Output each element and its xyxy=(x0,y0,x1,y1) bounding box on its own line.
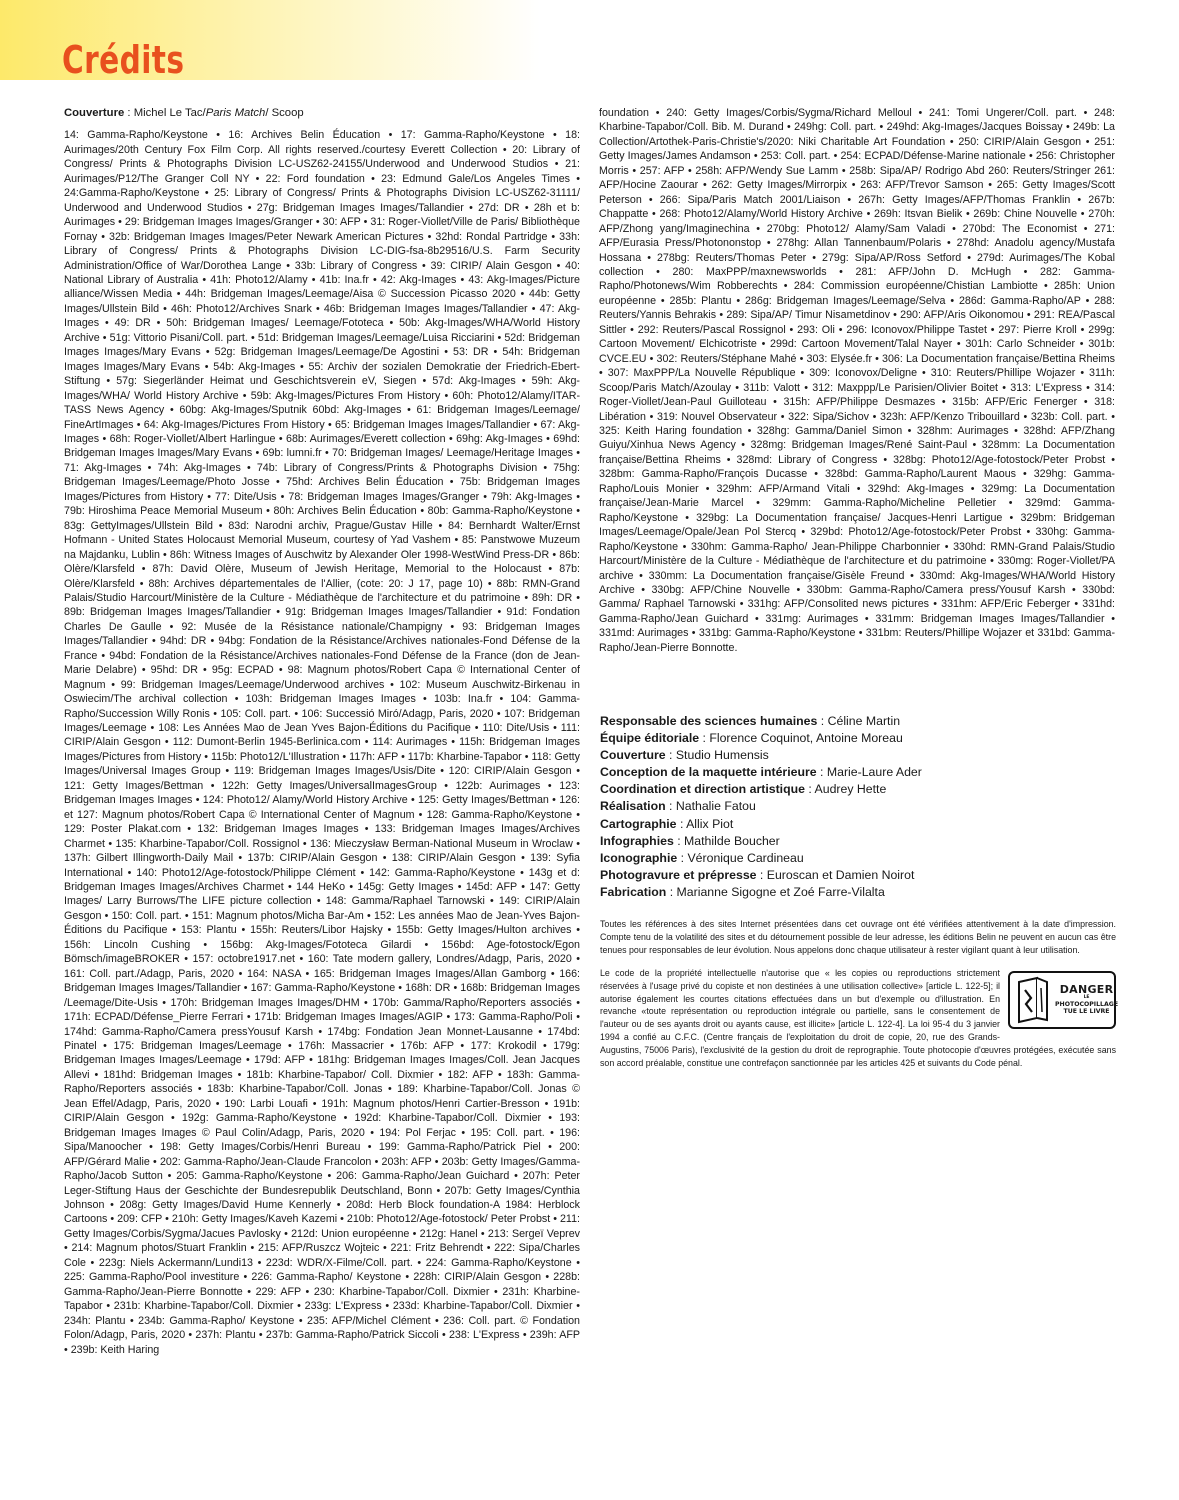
legal-notice xyxy=(600,918,1119,1080)
torn-book-icon xyxy=(1015,976,1051,1024)
staff-name: Euroscan et Damien Noirot xyxy=(766,867,915,882)
staff-role: Conception de la maquette intérieure xyxy=(600,765,817,780)
staff-name: Marie-Laure Ader xyxy=(826,765,922,780)
staff-row: Photogravure et prépresse : Euroscan et Damien Noirot xyxy=(600,867,915,882)
photocopillage-logo: DANGER LE PHOTOCOPILLAGE TUE LE LIVRE xyxy=(1008,971,1116,1029)
staff-role: Réalisation xyxy=(600,799,666,814)
staff-role: Fabrication xyxy=(600,884,667,899)
cover-credit-text: Michel Le Tac/ xyxy=(133,107,206,119)
web-references-notice: Toutes les références à des sites Internet présentées dans cet ouvrage ont été vérifiées attentivement à la date d'impression. Compte tenu de la volatilité des sites et du détournement possible de leur adresse, les éditions Belin ne peuvent en aucun cas être tenues pour responsables de leur évolution. Nous appelons donc chaque utilisateur à rester vigilant quant à leur utilisation. xyxy=(600,919,1116,955)
cover-label: Couverture xyxy=(64,107,125,119)
staff-role: Équipe éditoriale xyxy=(600,731,700,746)
staff-role: Coordination et direction artistique xyxy=(600,782,805,797)
staff-role: Iconographie xyxy=(600,850,678,865)
staff-name: Nathalie Fatou xyxy=(675,799,756,814)
staff-name: Florence Coquinot, Antoine Moreau xyxy=(709,731,903,746)
staff-role: Infographies xyxy=(600,833,674,848)
staff-row: Fabrication : Marianne Sigogne et Zoé Farre-Vilalta xyxy=(600,884,885,899)
page-title: Crédits xyxy=(62,38,185,82)
staff-name: Véronique Cardineau xyxy=(687,850,804,865)
staff-row: Réalisation : Nathalie Fatou xyxy=(600,799,756,814)
staff-row: Infographies : Mathilde Boucher xyxy=(600,833,780,848)
staff-role: Cartographie xyxy=(600,816,677,831)
copyright-notice: Le code de la propriété intellectuelle n'autorise que « les copies ou reproductions strictement réservées à l'usage privé du copiste et non destinées à une utilisation collective» [article L. 122-5]; il autorise également les courtes citations effectuées dans un but d'exemple ou d'illustration. En revanche «toute représentation ou reproduction intégrale ou partielle, sans le consentement de l'auteur ou de ses ayants droit ou ayants cause, est illicite» [article L. 122-4]. La loi 95-4 du 3 janvier 1994 a confié au C.F.C. (Centre français de l'exploitation du droit de copie, 20, rue des Grands-Augustins, 75006 Paris), l'exclusivité de la gestion du droit de reprographie. Toute photocopie d'œuvres protégées, exécutée sans son accord préalable, constitue une contrefaçon sanctionnée par les articles 425 et suivants du Code pénal. xyxy=(600,967,1116,1069)
staff-row: Couverture : Studio Humensis xyxy=(600,748,769,763)
staff-name: Céline Martin xyxy=(827,714,901,728)
staff-name: Studio Humensis xyxy=(675,748,769,763)
staff-row: Responsable des sciences humaines : Céline Martin xyxy=(600,714,901,728)
staff-row: Coordination et direction artistique : Audrey Hette xyxy=(600,782,887,797)
staff-name: Mathilde Boucher xyxy=(684,833,780,848)
danger-word: DANGER xyxy=(1059,982,1114,996)
staff-row: Conception de la maquette intérieure : Marie-Laure Ader xyxy=(600,765,922,780)
cover-credit: Couverture : Michel Le Tac/Paris Match/ Scoop xyxy=(64,107,304,119)
credits-list-left: 14: Gamma-Rapho/Keystone • 16: Archives Belin Éducation • 17: Gamma-Rapho/Keystone • 18: Aurimages/20th Century Fox Film Corp. All rights reserved./courtesy Everett Collection • 20: Library of Congress/ Prints & Photographs Division LC-USZ62-24155/Underwood and Underwood Studios • 21: Aurimages/P12/The Granger Coll NY • 22: Ford foundation • 23: Edmund Gale/Los Angeles Times • 24:Gamma-Rapho/Keystone • 25: Library of Congress/ Prints & Photographs Division LC-USZ62-31111/ Underwood and Underwood Studios • 27g: Bridgeman Images Images/Tallandier • 27d: DR • 28h et b: Aurimages • 29: Bridgeman Images Images/Granger • 30: AFP • 31: Roger-Viollet/Ville de Paris/ Bibliothèque Fornay • 32b: Bridgeman Images Images/Peter Newark American Pictures • 32hd: Rondal Partridge • 33h: Library of Congress/ Prints & Photographs Division LC-DIG-fsa-8b29516/U.S. Farm Security Administration/Office of War/Dorothea Lange • 33b: Library of Congress • 39: CIRIP/ Alain Gesgon • 40: National Library of Australia • 41h: Photo12/Alamy • 41b: Ina.fr • 42: Akg-Images • 43: Akg-Images/Picture alliance/Wissen Media • 44h: Bridgeman Images/Leemage/Aisa © Succession Picasso 2020 • 44b: Getty Images/Ullstein Bild • 46h: Photo12/Archives Snark • 46b: Bridgeman Images Images/Tallandier • 47: Akg-Images • 49: DR • 50h: Bridgeman Images/ Leemage/Fototeca • 50b: Akg-Images/WHA/World History Archive • 51g: Vittorio Pisani/Coll. part. • 51d: Bridgeman Images/Leemage/Luisa Ricciarini • 52d: Bridgeman Images Images/Mary Evans • 52g: Bridgeman Images/Leemage/De Agostini • 53: DR • 54h: Bridgeman Images Images/Mary Evans • 54b: Akg-Images • 55: Archiv der sozialen Demokratie der Friedrich-Ebert-Stiftung • 57g: Siegerländer Heimat und Geschichtsverein eV, Siegen • 57d: Akg-Images • 59h: Akg-Images/WHA/ World History Archive • 59b: Akg-Images/Pictures From History • 60h: Photo12/Alamy/ITAR-TASS News Agency • 60bg: Akg-Images/Sputnik 60bd: Akg-Images • 61: Bridgeman Images/Leemage/ FineArtImages • 64: Akg-Images/Pictures From History • 65: Bridgeman Images Images/Tallandier • 67: Akg-Images • 68h: Roger-Viollet/Albert Harlingue • 68b: Aurimages/Everett collection • 69hg: Akg-Images • 69hd: Bridgeman Images Images/Mary Evans • 69b: lumni.fr • 70: Bridgeman Images/ Leemage/Heritage Images • 71: Akg-Images • 74h: Akg-Images • 74b: Library of Congress/Prints & Photographs Division • 75hg: Bridgeman Images/Leemage/Photo Josse • 75hd: Archives Belin Éducation • 75b: Bridgeman Images Images/Pictures from History • 77: Dite/Usis • 78: Bridgeman Images Images/Granger • 79h: Akg-Images • 79b: Hiroshima Peace Memorial Museum • 80h: Archives Belin Éducation • 80b: Gamma-Rapho/Keystone • 83g: GettyImages/Ullstein Bild • 83d: Narodni archiv, Prague/Gustav Hille • 84: Bernhardt Walter/Ernst Hofmann - United States Holocaust Memorial Museum, courtesy of Yad Vashem • 85: Panstwowe Muzeum na Majdanku, Lublin • 86h: Witness Images of Auschwitz by Alexander Oler 1998-WestWind Press-DR • 86b: Olère/Klarsfeld • 87h: David Olère, Museum of Jewish Heritage, Memorial to the Holocaust • 87b: Olère/Klarsfeld • 88h: Archives départementales de l'Allier, (cote: 20: J 17, page 10) • 88b: RMN-Grand Palais/Studio Harcourt/Ministère de la Culture - Médiathèque de l'architecture et du patrimoine • 89h: DR • 89b: Bridgeman Images Images/Tallandier • 91g: Bridgeman Images Images/Tallandier • 91d: Fondation Charles De Gaulle • 92: Musée de la Résistance nationale/Champigny • 93: Bridgeman Images Images/Tallandier • 94hd: DR • 94bg: Fondation de la Résistance/Archives nationales-Fond Défense de la France • 94bd: Fondation de la Résistance/Archives nationales-Fond Défense de la France (don de Jean-Marie Delabre) • 95hd: DR • 95g: ECPAD • 98: Magnum photos/Robert Capa © International Center of Magnum • 99: Bridgeman Images/Leemage/Underwood archives • 102: Museum Auschwitz-Birkenau in Oswiecim/The archival collection • 103h: Bridgeman Images Images • 103b: Ina.fr • 104: Gamma-Rapho/Succession Willy Ronis • 105: Coll. part. • 106: Successió Miró/Adagp, Paris, 2020 • 107: Bridgeman Images/Leemage • 108: Les Années Mao de Jean Yves Bajon-Éditions du Pacifique • 110: Dite/Usis • 111: CIRIP/Alain Gesgon • 112: Dumont-Berlin 1945-Berlinica.com • 114: Aurimages • 115h: Bridgeman Images Images/Pictures from History • 115b: Photo12/L'Illustration • 117h: AFP • 117b: Kharbine-Tapabor • 118: Getty Images/Universal Images Group • 119: Bridgeman Images Images/Usis/Dite • 120: CIRIP/Alain Gesgon • 121: Getty Images/Bettman • 122h: Getty Images/UniversalImagesGroup • 122b: Aurimages • 123: Bridgeman Images Images • 124: Photo12/ Alamy/World History Archive • 125: Getty Images/Bettman • 126: et 127: Magnum photos/Robert Capa © International Center of Magnum • 128: Gamma-Rapho/Keystone • 129: Poster Plakat.com • 132: Bridgeman Images Images • 133: Bridgeman Images Images/Archives Charmet • 135: Kharbine-Tapabor/Coll. Rossignol • 136: Mieczysław Berman-National Museum in Wroclaw • 137h: Gilbert Illingworth-Daily Mail • 137b: CIRIP/Alain Gesgon • 138: CIRIP/Alain Gesgon • 139: Syfia International • 140: Photo12/Age-fotostock/Philippe Clément • 142: Gamma-Rapho/Keystone • 143g et d: Bridgeman Images Images/Archives Charmet • 144 HeKo • 145g: Getty Images • 145d: AFP • 147: Getty Images/ Larry Burrows/The LIFE picture collection • 148: Gamma/Raphael Tarnowski • 149: CIRIP/Alain Gesgon • 150: Coll. part. • 151: Magnum photos/Micha Bar-Am • 152: Les années Mao de Jean-Yves Bajon-Éditions du Pacifique • 153: Plantu • 155h: Reuters/Libor Hajsky • 155b: Getty Images/Hulton archives • 156h: Lincoln Cushing • 156bg: Akg-Images/Fototeca Gilardi • 156bd: Age-fotostock/Egon Bömsch/imageBROKER • 157: octobre1917.net • 160: Tate modern gallery, Londres/Adagp, Paris, 2020 • 161: Coll. part./Adagp, Paris, 2020 • 164: NASA • 165: Bridgeman Images Images/Allan Gamborg • 166: Bridgeman Images Images/Tallandier • 167: Gamma-Rapho/Keystone • 168h: DR • 168b: Bridgeman Images /Leemage/Dite-Usis • 170h: Bridgeman Images Images/DHM • 170b: Gamma/Rapho/Reporters associés • 171h: ECPAD/Défense_Pierre Ferrari • 171b: Bridgeman Images Images/AGIP • 173: Gamma-Rapho/Poli • 174hd: Gamma-Rapho/Camera pressYousuf Karsh • 174bg: Fondation Jean Monnet-Lausanne • 174bd: Pinatel • 175: Bridgeman Images/Leemage • 176h: Massacrier • 176b: AFP • 177: Krokodil • 179g: Bridgeman Images Images/Leemage • 179d: AFP • 181hg: Bridgeman Images Images/Coll. Jean Jacques Allevi • 181hd: Bridgeman Images • 181b: Kharbine-Tapabor/ Coll. Dixmier • 182: AFP • 183h: Gamma-Rapho/Reporters associés • 183b: Kharbine-Tapabor/Coll. Jonas • 189: Kharbine-Tapabor/Coll. Jonas © Jean Effel/Adagp, Paris, 2020 • 190: Larbi Louafi • 191h: Magnum photos/Henri Cartier-Bresson • 191b: CIRIP/Alain Gesgon • 192g: Gamma-Rapho/Keystone • 192d: Kharbine-Tapabor/Coll. Dixmier • 193: Bridgeman Images Images © Paul Colin/Adagp, Paris, 2020 • 194: Pol Ferjac • 195: Coll. part. • 196: Sipa/Manoocher • 198: Getty Images/Corbis/Henri Bureau • 199: Gamma-Rapho/Patrick Piel • 200: AFP/Gérard Malie • 202: Gamma-Rapho/Jean-Claude Francolon • 203h: AFP • 203b: Getty Images/Gamma-Rapho/Jacob Sutton • 205: Gamma-Rapho/Keystone • 206: Gamma-Rapho/Jean Guichard • 207h: Peter Leger-Stiftung Haus der Geschichte der Bundesrepublik Deutschland, Bonn • 207b: Getty Images/Cynthia Johnson • 208g: Getty Images/David Hume Kennerly • 208d: Herb Block foundation-A 1984: Herblock Cartoons • 209: CFP • 210h: Getty Images/Kaveh Kazemi • 210b: Photo12/Age-fotostock/ Peter Probst • 211: Getty Images/Corbis/Sygma/Jacues Pavlosky • 212d: Union européenne • 212g: Hanel • 213: Sergeï Veprev • 214: Magnum photos/Stuart Franklin • 215: AFP/Ruszcz Wojteic • 221: Fritz Behrendt • 222: Sipa/Charles Cole • 223g: Niels Ackermann/Lundi13 • 223d: WDR/X-Filme/Coll. part. • 224: Gamma-Rapho/Keystone • 225: Gamma-Rapho/Pool investiture • 226: Gamma-Rapho/ Keystone • 228h: CIRIP/Alain Gesgon • 228b: Gamma-Rapho/Jean-Pierre Bonnotte • 229: AFP • 230: Kharbine-Tapabor/Coll. Dixmier • 231h: Kharbine-Tapabor • 231b: Kharbine-Tapabor/Coll. Dixmier • 233g: L'Express • 233d: Kharbine-Tapabor/Coll. Dixmier • 234h: Plantu • 234b: Gamma-Rapho/ Keystone • 235: AFP/Michel Clément • 236: Coll. part. © Fondation Folon/Adagp, Paris, 2020 • 237h: Plantu • 237b: Gamma-Rapho/Patrick Siccoli • 238: L'Express • 239h: AFP • 239b: Keith Haring xyxy=(64,129,580,1356)
staff-name: Audrey Hette xyxy=(814,782,887,797)
credits-column-right xyxy=(599,106,1115,655)
staff-row: Iconographie : Véronique Cardineau xyxy=(600,850,804,865)
staff-role: Photogravure et prépresse xyxy=(600,867,757,882)
credits-list-right: foundation • 240: Getty Images/Corbis/Sygma/Richard Melloul • 241: Tomi Ungerer/Coll. part. • 248: Kharbine-Tapabor/Coll. Bib. M. Durand • 249hg: Coll. part. • 249hd: Akg-Images/Jacques Boissay • 249b: La Collection/Artothek-Paris-Christie's/2020: Niki Charitable Art Foundation • 250: CIRIP/Alain Gesgon • 251: Getty Images/James Andamson • 253: Coll. part. • 254: ECPAD/Défense-Marine nationale • 256: Christopher Morris • 257: AFP • 258h: AFP/Wendy Sue Lamm • 258b: Sipa/AP/ Rodrigo Abd 260: Reuters/Stringer 261: AFP/Hocine Zaourar • 262: Getty Images/Mirrorpix • 263: AFP/Trevor Samson • 265: Getty Images/Scott Peterson • 266: Sipa/Paris Match 2001/Liaison • 267h: Getty Images/AFP/Thomas Franklin • 267b: Chappatte • 268: Photo12/Alamy/World History Archive • 269h: Itsvan Bielik • 269b: Chine Nouvelle • 270h: AFP/Zhong yang/Imaginechina • 270bg: Photo12/ Alamy/Sam Valadi • 270bd: The Economist • 271: AFP/Eurasia Press/Photononstop • 278hg: Allan Tannenbaum/Polaris • 278hd: Anadolu agency/Mustafa Hossana • 278bg: Reuters/Thomas Peter • 279g: Sipa/AP/Ross Setford • 279d: Aurimages/The Kobal collection • 280: MaxPPP/maxnewsworlds • 281: AFP/John D. McHugh • 282: Gamma-Rapho/Photonews/Wim Robberechts • 284: Commission européenne/Chistian Lambiotte • 285h: Union européenne • 285b: Plantu • 286g: Bridgeman Images/Leemage/Selva • 286d: Gamma-Rapho/AP • 288: Reuters/Yannis Behrakis • 289: Sipa/AP/ Timur Nisametdinov • 290: AFP/Aris Oikonomou • 291: REA/Pascal Sittler • 292: Reuters/Pascal Rossignol • 293: Oli • 296: Iconovox/Philippe Tastet • 297: Pierre Kroll • 299g: Cartoon Movement/ Elchicotriste • 299d: Cartoon Movement/Talal Nayer • 301h: Carlo Schneider • 301b: CVCE.EU • 302: Reuters/Stéphane Mahé • 303: Elysée.fr • 306: La Documentation française/Bettina Rheims • 307: MaxPPP/La Nouvelle République • 309: Iconovox/Deligne • 310: Reuters/Phillipe Wojazer • 311h: Scoop/Paris Match/Azoulay • 311b: Valott • 312: Maxppp/Le Parisien/Olivier Boitet • 313: L'Express • 314: Roger-Viollet/Jean-Paul Guilloteau • 315h: AFP/Philippe Desmazes • 315b: AFP/Eric Fenerger • 318: Libération • 319: Nouvel Observateur • 322: Sipa/Sichov • 323h: AFP/Kenzo Tribouillard • 323b: Coll. part. • 325: Keith Haring foundation • 328hg: Gamma/Daniel Simon • 328hm: Aurimages • 328hd: AFP/Zhang Guiyu/Xinhua News Agency • 328mg: Bridgeman Images/René Saint-Paul • 328mm: La Documentation française/Bettina Rheims • 328md: Library of Congress • 328bg: Photo12/Age-fotostock/Peter Probst • 328bm: Gamma-Rapho/François Ducasse • 328bd: Gamma-Rapho/Laurent Maous • 329hg: Gamma-Rapho/Louis Monier • 329hm: AFP/Armand Vitali • 329hd: Akg-Images • 329mg: La Documentation française/Jean-Marie Marcel • 329mm: Gamma-Rapho/Micheline Pelletier • 329md: Gamma-Rapho/Keystone • 329bg: La Documentation française/ Jacques-Henri Lartigue • 329bm: Bridgeman Images/Leemage/Opale/Jean Pol Stercq • 329bd: Photo12/Age-fotostock/Peter Probst • 330hg: Gamma-Rapho/Keystone • 330hm: Gamma-Rapho/ Jean-Philippe Charbonnier • 330hd: RMN-Grand Palais/Studio Harcourt/Ministère de la Culture - Médiathèque de l'architecture et du patrimoine • 330mg: Roger-Viollet/PA archive • 330mm: La Documentation française/Gisèle Freund • 330md: Akg-Images/WHA/World History Archive • 330bg: AFP/Chine Nouvelle • 330bm: Gamma-Rapho/Camera press/Yousuf Karsh • 330bd: Gamma/ Raphael Tarnowski • 331hg: AFP/Consolited news pictures • 331hm: AFP/Eric Feberger • 331hd: Gamma-Rapho/Jean Guichard • 331mg: Aurimages • 331mm: Bridgeman Images Images/Tallandier • 331md: Aurimages • 331bg: Gamma-Rapho/Keystone • 331bm: Reuters/Phillipe Wojazer et 331bd: Gamma-Rapho/Jean-Pierre Bonnotte. xyxy=(599,107,1115,654)
staff-row: Cartographie : Allix Piot xyxy=(600,816,734,831)
staff-row: Équipe éditoriale : Florence Coquinot, Antoine Moreau xyxy=(600,731,903,746)
cover-credit-italic: Paris Match xyxy=(205,107,266,119)
credits-column-left xyxy=(64,106,580,1357)
staff-role: Couverture xyxy=(600,748,666,763)
staff-name: Allix Piot xyxy=(686,816,734,831)
staff-role: Responsable des sciences humaines xyxy=(600,714,818,728)
staff-name: Marianne Sigogne et Zoé Farre-Vilalta xyxy=(676,884,885,899)
staff-list xyxy=(600,713,1116,901)
